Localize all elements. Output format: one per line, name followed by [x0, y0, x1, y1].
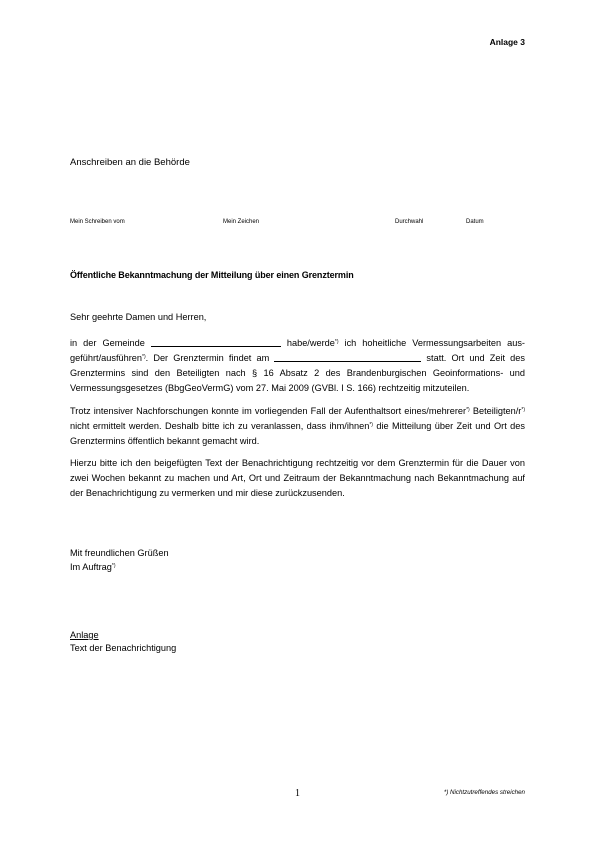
recipient-heading: Anschreiben an die Behörde [70, 157, 190, 168]
footnote-mark: *) [111, 563, 116, 569]
p1-text-1: in der Gemeinde [70, 338, 151, 348]
ref-mein-schreiben-vom: Mein Schreiben vom [70, 219, 125, 225]
paragraph-1 [70, 336, 525, 396]
municipality-blank [151, 336, 281, 347]
closing-salutation: Mit freundlichen Grüßen [70, 548, 169, 558]
paragraph-2 [70, 404, 525, 449]
p1-text-5: statt. Ort und Zeit des Grenztermins sind den Beteiligten nach § 16 Absatz 2 des Brandenburgischen Geoinformations- und Vermessungsgesetzes (BbgGeoVermG) vom 27. Mai 2009 (GVBl. I S. 166) rechtzeitig mitzuteilen. [70, 353, 525, 394]
enclosure-block [70, 629, 176, 655]
annex-label: Anlage 3 [489, 37, 525, 47]
p2-text-3: nicht ermittelt werden. Deshalb bitte ich zu veranlassen, dass ihm/ihnen [70, 421, 370, 432]
p2-text-1: Trotz intensiver Nachforschungen konnte im vorliegenden Fall der Aufenthaltsort eines/mehrerer [70, 406, 467, 416]
date-blank [274, 351, 421, 362]
enclosure-text: Text der Benachrichtigung [70, 643, 177, 653]
footnote-mark: *) [521, 407, 525, 413]
enclosure-title: Anlage [70, 630, 99, 640]
subject-line: Öffentliche Bekanntmachung der Mitteilung über einen Grenztermin [70, 270, 354, 280]
closing-im-auftrag: Im Auftrag [70, 562, 112, 572]
p2-text-2: Beteiligten/r [469, 406, 522, 416]
ref-datum: Datum [466, 219, 484, 225]
p1-text-4: . Der Grenztermin findet am [145, 353, 275, 364]
p1-text-3: ich hoheitliche Vermessungsarbeiten ausgeführt/ausführen [70, 338, 525, 364]
footnote-mark: *) [369, 422, 373, 429]
page-number: 1 [295, 788, 300, 799]
closing-signature-line [70, 560, 169, 574]
ref-durchwahl: Durchwahl [395, 219, 424, 225]
footnote-mark: *) [142, 354, 146, 361]
closing-block [70, 546, 169, 574]
greeting: Sehr geehrte Damen und Herren, [70, 312, 207, 322]
p2-text-4: die Mitteilung über Zeit und Ort des Grenztermins öffentlich bekannt gemacht wird. [70, 421, 525, 447]
reference-line [70, 219, 530, 229]
footnote-mark: *) [334, 339, 339, 345]
footnote: *) Nichtzutreffendes streichen [443, 789, 525, 796]
footnote-mark: *) [466, 407, 470, 413]
paragraph-3: Hierzu bitte ich den beigefügten Text der Benachrichtigung rechtzeitig vor dem Grenztermin für die Dauer von zwei Wochen bekannt zu machen und Art, Ort und Zeitraum der Bekanntmachung nach Bekanntmachung auf der Benachrichtigung zu vermerken und mir diese zurückzusenden. [70, 458, 525, 499]
ref-mein-zeichen: Mein Zeichen [223, 219, 260, 225]
p1-text-2: habe/werde [280, 338, 335, 348]
